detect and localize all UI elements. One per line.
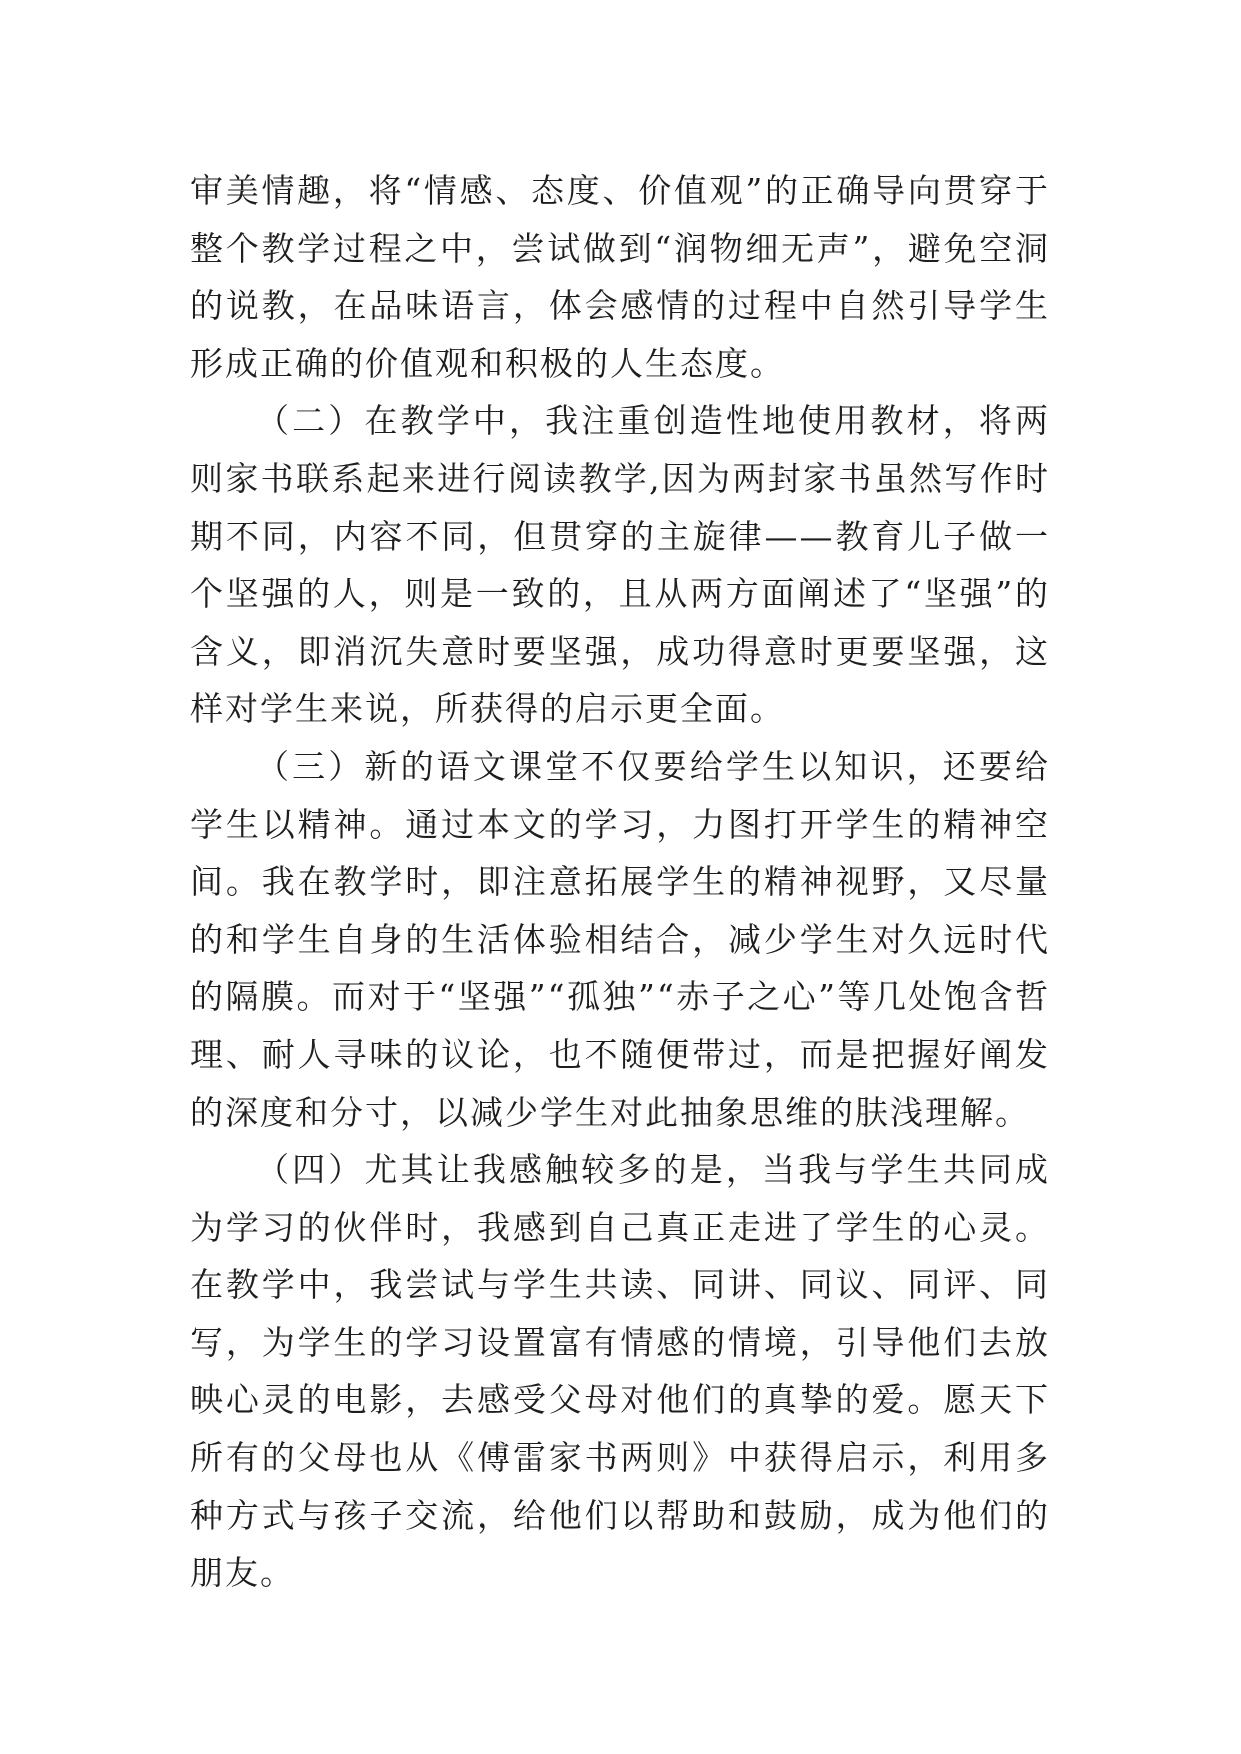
paragraph-two: （二）在教学中，我注重创造性地使用教材，将两则家书联系起来进行阅读教学,因为两封家书虽然写作时期不同，内容不同，但贯穿的主旋律——教育儿子做一个坚强的人，则是一致的，且从两方面阐述了“坚强”的含义，即消沉失意时要坚强，成功得意时更要坚强，这样对学生来说，所获得的启示更全面。 bbox=[190, 401, 1050, 729]
paragraph-four: （四）尤其让我感触较多的是，当我与学生共同成为学习的伙伴时，我感到自己真正走进了学生的心灵。在教学中，我尝试与学生共读、同讲、同议、同评、同写，为学生的学习设置富有情感的情境，引导他们去放映心灵的电影，去感受父母对他们的真挚的爱。愿天下所有的父母也从《傅雷家书两则》中获得启示，利用多种方式与孩子交流，给他们以帮助和鼓励，成为他们的朋友。 bbox=[190, 1150, 1050, 1593]
document-body bbox=[190, 162, 1050, 1602]
paragraph-continuation: 审美情趣，将“情感、态度、价值观”的正确导向贯穿于整个教学过程之中，尝试做到“润物细无声”，避免空洞的说教，在品味语言，体会感情的过程中自然引导学生形成正确的价值观和积极的人生态度。 bbox=[190, 171, 1050, 383]
paragraph-three: （三）新的语文课堂不仅要给学生以知识，还要给学生以精神。通过本文的学习，力图打开学生的精神空间。我在教学时，即注意拓展学生的精神视野，又尽量的和学生自身的生活体验相结合，减少学生对久远时代的隔膜。而对于“坚强”“孤独”“赤子之心”等几处饱含哲理、耐人寻味的议论，也不随便带过，而是把握好阐发的深度和分寸，以减少学生对此抽象思维的肤浅理解。 bbox=[190, 746, 1050, 1132]
